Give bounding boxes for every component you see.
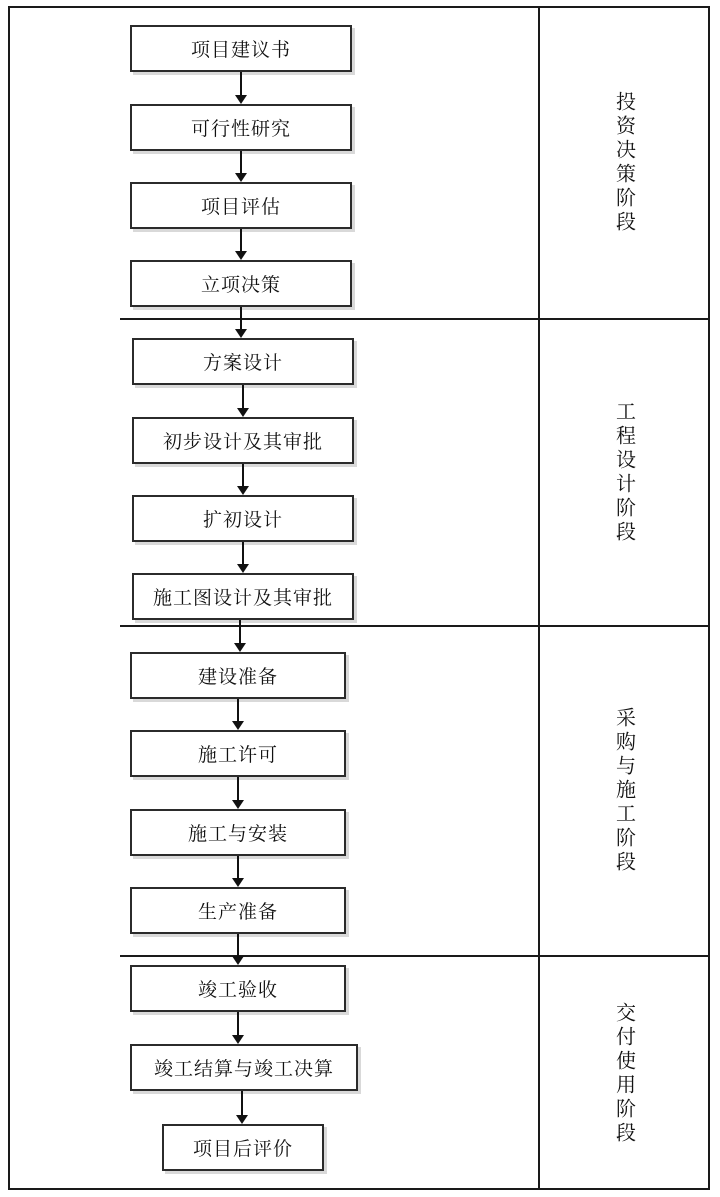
flow-node-label: 项目评估: [200, 197, 281, 218]
phase-label-text: 采购与施工阶段: [612, 707, 635, 875]
flow-node-label: 扩初设计: [202, 510, 283, 531]
phase-label-1: [538, 8, 710, 318]
phase-label-3: [538, 627, 710, 955]
flow-node-label: 初步设计及其审批: [162, 432, 323, 453]
flow-node-label: 竣工结算与竣工决算: [153, 1059, 334, 1080]
flow-node-label: 竣工验收: [197, 980, 278, 1001]
flow-node-label: 项目后评价: [192, 1139, 293, 1160]
flow-node-4[interactable]: [130, 260, 352, 307]
flow-node-8[interactable]: [132, 573, 354, 620]
flow-node-label: 生产准备: [197, 902, 278, 923]
phase-label-2: [538, 320, 710, 625]
flow-node-13[interactable]: [130, 965, 346, 1012]
flow-node-label: 项目建议书: [190, 40, 291, 61]
flow-node-9[interactable]: [130, 652, 346, 699]
flow-node-6[interactable]: [132, 417, 354, 464]
flow-node-15[interactable]: [162, 1124, 324, 1171]
phase-label-text: 投资决策阶段: [612, 91, 635, 235]
flow-node-3[interactable]: [130, 182, 352, 229]
flow-node-label: 方案设计: [202, 353, 283, 374]
phase-label-4: [538, 957, 710, 1190]
flow-node-12[interactable]: [130, 887, 346, 934]
flow-node-7[interactable]: [132, 495, 354, 542]
flow-node-1[interactable]: [130, 25, 352, 72]
phase-label-text: 交付使用阶段: [612, 1001, 635, 1146]
flow-node-label: 施工与安装: [187, 824, 288, 845]
flow-node-label: 立项决策: [200, 275, 281, 296]
phase-label-text: 工程设计阶段: [612, 400, 635, 545]
flow-node-label: 建设准备: [197, 667, 278, 688]
flow-node-14[interactable]: [130, 1044, 358, 1091]
flow-node-label: 施工图设计及其审批: [152, 588, 333, 609]
flow-node-10[interactable]: [130, 730, 346, 777]
flow-node-label: 施工许可: [197, 745, 278, 766]
flow-node-label: 可行性研究: [190, 119, 291, 140]
flow-node-2[interactable]: [130, 104, 352, 151]
flow-node-5[interactable]: [132, 338, 354, 385]
flow-node-11[interactable]: [130, 809, 346, 856]
